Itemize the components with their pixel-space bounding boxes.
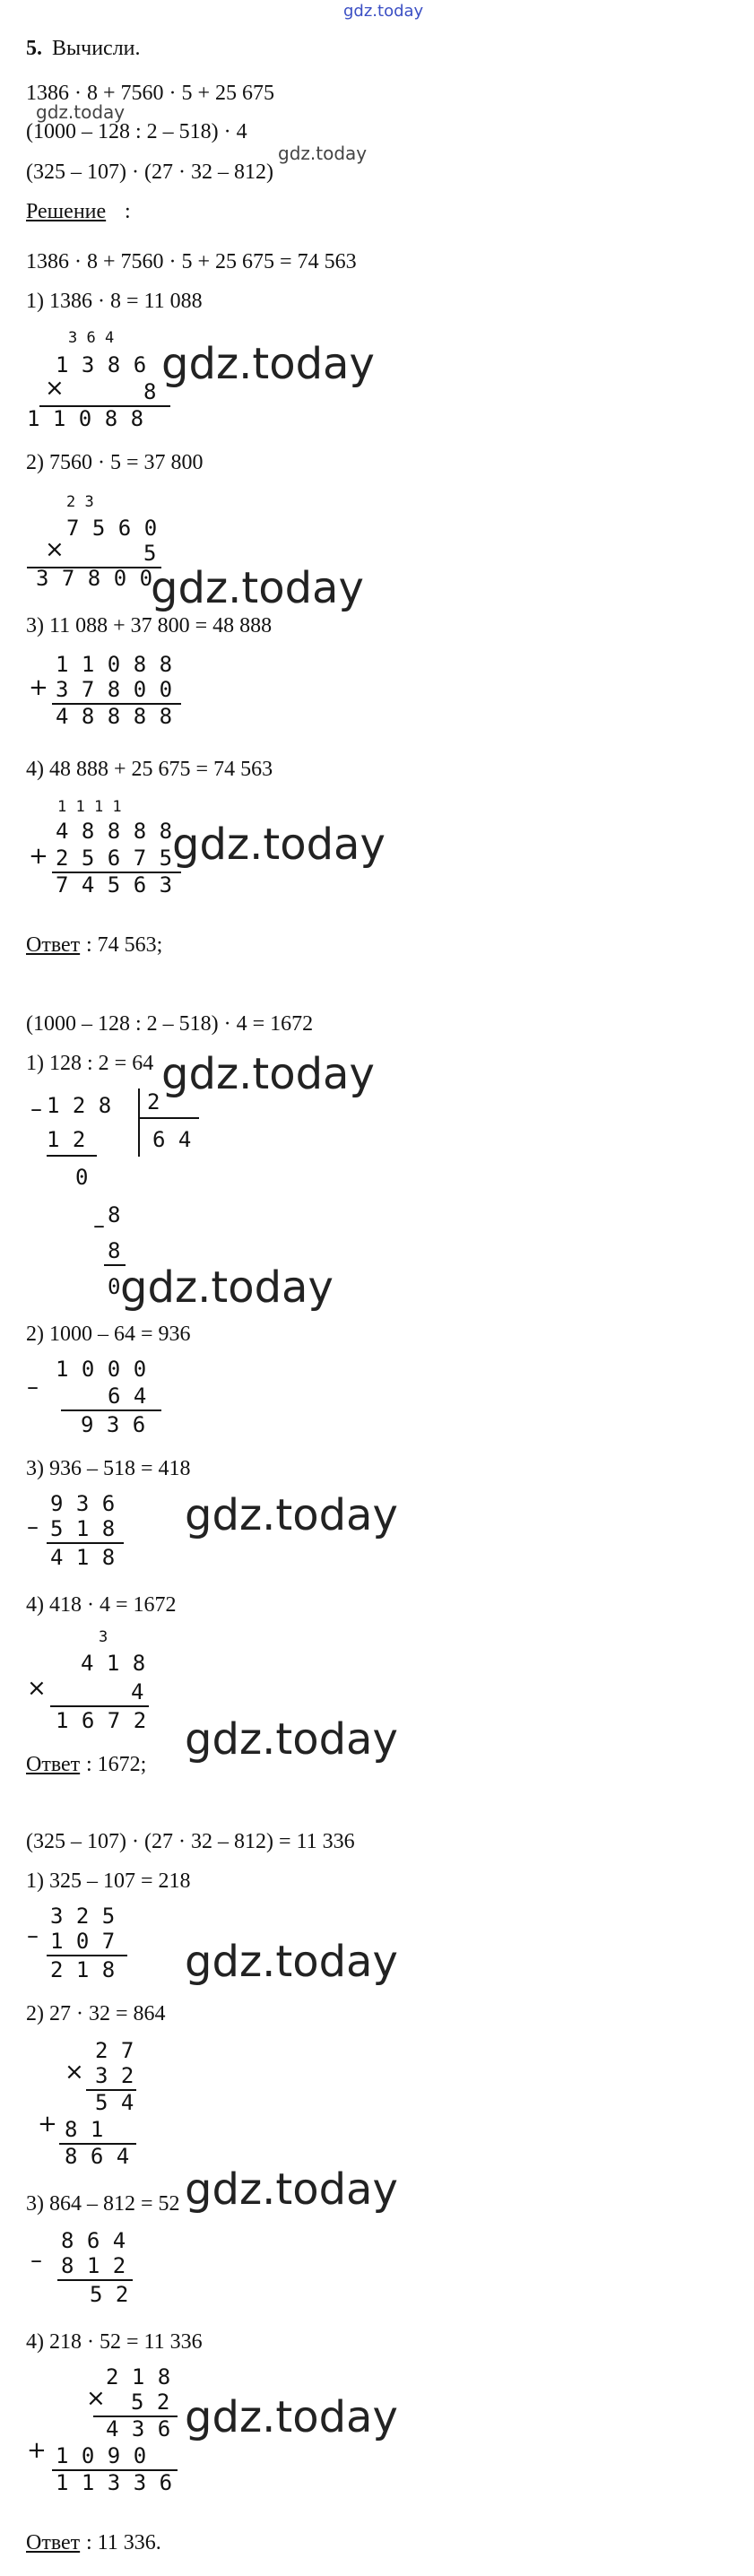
carry-digits: 1 1 1 1 [57, 798, 122, 816]
part2-equation: (1000 – 128 : 2 – 518) · 4 = 1672 [26, 1012, 314, 1036]
brought-down-digit: 8 [108, 1202, 121, 1227]
step-1: 1) 1386 · 8 = 11 088 [26, 290, 203, 313]
step-3: 3) 936 – 518 = 418 [26, 1457, 191, 1480]
watermark: gdz.today [151, 563, 364, 613]
sum: 7 4 5 6 3 [56, 872, 173, 898]
step-2: 2) 7560 · 5 = 37 800 [26, 451, 204, 474]
task-expression-1: 1386 · 8 + 7560 · 5 + 25 675 [26, 82, 275, 105]
solution-label: Решение [26, 200, 107, 223]
remainder: 0 [108, 1274, 121, 1299]
minus-sign: – [27, 1922, 39, 1949]
difference: 5 2 [90, 2282, 129, 2307]
multiplicand: 2 1 8 [106, 2364, 171, 2390]
task-number: 5. [26, 37, 42, 60]
divisor: 2 [147, 1089, 160, 1115]
subtrahend: 5 1 8 [50, 1516, 116, 1541]
multiplier: 5 2 [131, 2390, 170, 2415]
task-expression-2: (1000 – 128 : 2 – 518) · 4 [26, 120, 247, 143]
plus-sign: + [29, 674, 48, 701]
step-1: 1) 128 : 2 = 64 [26, 1052, 154, 1075]
divisor-line [138, 1117, 199, 1119]
difference: 9 3 6 [81, 1412, 146, 1437]
multiply-sign: × [65, 2059, 84, 2086]
partial-product-2: 1 0 9 0 [56, 2443, 147, 2468]
minus-sign: – [27, 1514, 39, 1540]
multiplicand: 7 5 6 0 [66, 516, 158, 541]
watermark: gdz.today [185, 1937, 398, 1987]
product: 1 6 7 2 [56, 1708, 147, 1733]
addend-1: 4 8 8 8 8 [56, 819, 173, 844]
step-3: 3) 864 – 812 = 52 [26, 2192, 180, 2216]
subtrahend: 6 4 [108, 1383, 147, 1409]
carry-digits: 3 [99, 1628, 108, 1646]
part1-equation: 1386 · 8 + 7560 · 5 + 25 675 = 74 563 [26, 250, 357, 273]
minuend: 3 2 5 [50, 1904, 116, 1929]
minus-sign: – [93, 1212, 105, 1239]
answer-value: : 11 336. [86, 2531, 161, 2554]
partial-subtrahend: 1 2 [47, 1127, 86, 1152]
step-3: 3) 11 088 + 37 800 = 48 888 [26, 614, 273, 637]
watermark: gdz.today [185, 1490, 398, 1540]
subtrahend: 1 0 7 [50, 1929, 116, 1954]
watermark-small: gdz.today [278, 143, 368, 164]
step-4: 4) 418 · 4 = 1672 [26, 1593, 177, 1617]
answer-label: Ответ [26, 1753, 81, 1776]
multiplicand: 2 7 [95, 2038, 134, 2063]
dividend: 1 2 8 [47, 1093, 112, 1118]
minus-sign: – [30, 1096, 42, 1123]
product: 1 1 0 8 8 [27, 406, 144, 431]
addend-2: 3 7 8 0 0 [56, 677, 173, 702]
quotient: 6 4 [152, 1127, 192, 1152]
subtraction-line [47, 1155, 97, 1157]
division-bar [138, 1089, 140, 1157]
watermark: gdz.today [161, 339, 375, 389]
watermark: gdz.today [185, 2164, 398, 2215]
watermark: gdz.today [185, 1714, 398, 1765]
multiplier: 4 [131, 1679, 144, 1704]
difference: 4 1 8 [50, 1545, 116, 1570]
step-2: 2) 27 · 32 = 864 [26, 2002, 166, 2025]
minus-sign: – [27, 1374, 39, 1401]
carry-digits: 2 3 [66, 493, 94, 511]
plus-sign: + [29, 843, 48, 870]
partial-product-1: 4 3 6 [106, 2416, 171, 2442]
multiply-sign: × [86, 2385, 106, 2412]
multiplier: 5 [143, 541, 157, 566]
multiplicand: 1 3 8 6 [56, 352, 147, 377]
plus-sign: + [27, 2437, 47, 2464]
multiplier: 3 2 [95, 2063, 134, 2088]
addend-1: 1 1 0 8 8 [56, 652, 173, 677]
step-4: 4) 48 888 + 25 675 = 74 563 [26, 758, 273, 781]
step-2: 2) 1000 – 64 = 936 [26, 1323, 191, 1346]
minus-sign: – [30, 2247, 42, 2274]
watermark: gdz.today [185, 2392, 398, 2442]
watermark-top: gdz.today [343, 2, 424, 21]
addend-2: 2 5 6 7 5 [56, 846, 173, 871]
minuend: 8 6 4 [61, 2228, 126, 2253]
step-4: 4) 218 · 52 = 11 336 [26, 2330, 203, 2354]
multiply-sign: × [45, 375, 65, 402]
multiply-sign: × [27, 1675, 47, 1702]
task-title: Вычисли. [52, 37, 141, 60]
answer-label: Ответ [26, 2531, 81, 2554]
solution-colon: : [125, 200, 131, 223]
carry-digits: 3 6 4 [68, 329, 115, 347]
minuend: 9 3 6 [50, 1491, 116, 1516]
remainder: 0 [75, 1165, 89, 1190]
partial-product-1: 5 4 [95, 2090, 134, 2115]
answer-value: : 74 563; [86, 933, 163, 957]
product: 1 1 3 3 6 [56, 2470, 173, 2495]
product: 8 6 4 [65, 2144, 130, 2169]
minuend: 1 0 0 0 [56, 1357, 147, 1382]
step-1: 1) 325 – 107 = 218 [26, 1869, 191, 1893]
multiplicand: 4 1 8 [81, 1651, 146, 1676]
difference: 2 1 8 [50, 1957, 116, 1982]
answer-label: Ответ [26, 933, 81, 957]
watermark: gdz.today [161, 1049, 375, 1099]
task-expression-3: (325 – 107) · (27 · 32 – 812) [26, 160, 273, 184]
sum: 4 8 8 8 8 [56, 704, 173, 729]
part3-equation: (325 – 107) · (27 · 32 – 812) = 11 336 [26, 1830, 355, 1853]
answer-value: : 1672; [86, 1753, 147, 1776]
multiplier: 8 [143, 379, 157, 404]
watermark: gdz.today [120, 1262, 334, 1313]
subtrahend: 8 1 2 [61, 2253, 126, 2278]
watermark-small: gdz.today [36, 101, 126, 123]
partial-product-2: 8 1 [65, 2117, 104, 2142]
plus-sign: + [38, 2111, 57, 2138]
partial-subtrahend: 8 [108, 1238, 121, 1263]
multiply-sign: × [45, 536, 65, 563]
product: 3 7 8 0 0 [36, 566, 153, 591]
watermark: gdz.today [172, 820, 386, 870]
